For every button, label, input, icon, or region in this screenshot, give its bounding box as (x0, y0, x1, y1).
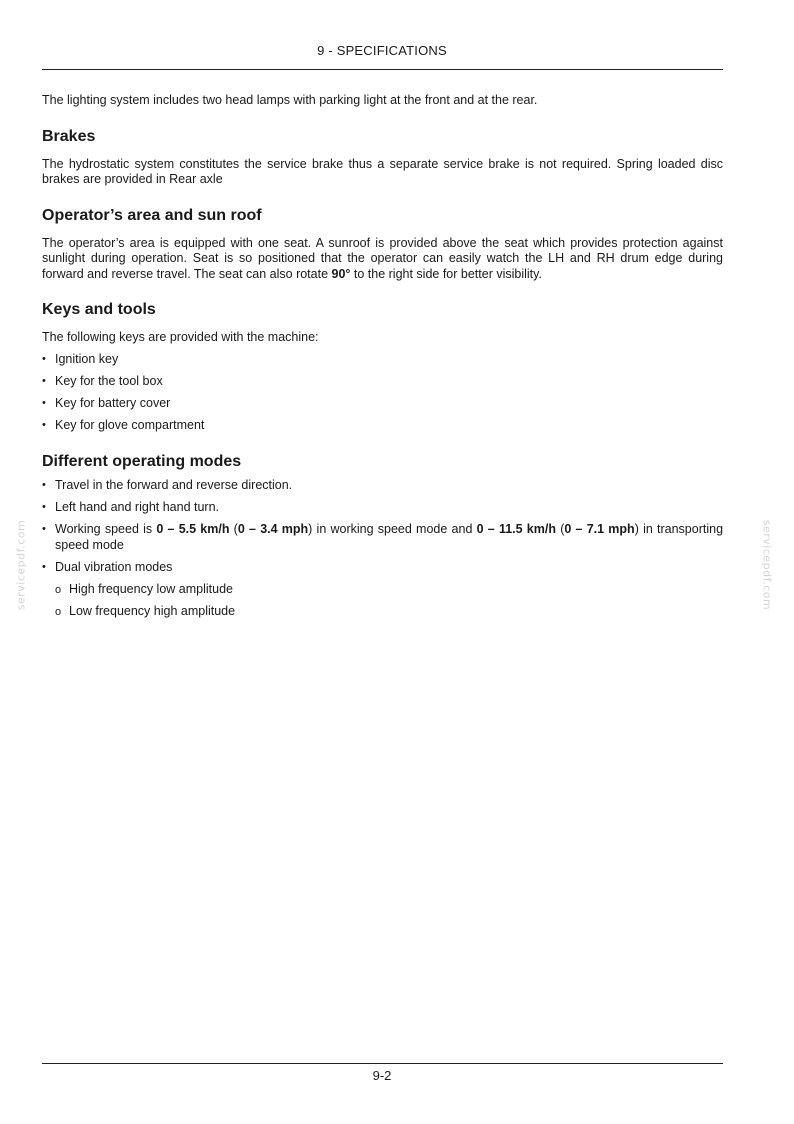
operators-area-paragraph (42, 236, 723, 283)
watermark-left: servicepdf.com (14, 519, 28, 611)
watermark-right: servicepdf.com (760, 519, 774, 611)
list-item (42, 352, 723, 368)
page-number: 9-2 (372, 1068, 392, 1083)
key-item-text: Key for the tool box (55, 374, 163, 388)
key-item-text: Key for glove compartment (55, 418, 205, 432)
mode-item-text: Left hand and right hand turn. (55, 500, 220, 514)
bullet-icon: • (42, 523, 46, 535)
operators-area-heading: Operator’s area and sun roof (42, 206, 262, 224)
operating-modes-list (42, 478, 723, 619)
circle-bullet-icon: o (55, 583, 62, 596)
lighting-paragraph: The lighting system includes two head lamps with parking light at the front and at the rear. (42, 93, 538, 107)
bullet-icon: • (42, 375, 46, 387)
brakes-paragraph: The hydrostatic system constitutes the service brake thus a separate service brake is not required. Spring loaded disc brakes are provided in Rear axle (42, 156, 723, 186)
speed-text: ( (555, 522, 565, 536)
operators-area-text-1: The operator’s area is equipped with one seat. A sunroof is provided above the seat which provides protection against sunlight during operation. Seat is so positioned that the operator can easily watch the LH and RH drum edge during forward and reverse travel. The seat can also rotate (42, 235, 723, 281)
vibration-mode-text: High frequency low amplitude (69, 581, 233, 596)
sub-list-item (55, 582, 723, 598)
list-item (42, 500, 723, 516)
bullet-icon: • (42, 560, 46, 573)
key-item-text: Key for battery cover (55, 396, 171, 410)
bullet-icon: • (42, 353, 46, 365)
sub-list-item (55, 604, 723, 620)
mode-item-text: Dual vibration modes (55, 559, 173, 574)
mode-item-text: Travel in the forward and reverse direction. (55, 478, 293, 492)
list-item (42, 522, 723, 553)
list-item (42, 396, 723, 412)
circle-bullet-icon: o (55, 605, 62, 618)
keys-and-tools-heading: Keys and tools (42, 301, 156, 318)
working-speed-mph: 0 – 3.4 mph (237, 522, 309, 536)
speed-text: ( (229, 522, 238, 536)
transport-speed-mph: 0 – 7.1 mph (564, 522, 635, 536)
vibration-mode-text: Low frequency high amplitude (69, 603, 236, 618)
header-rule (42, 69, 723, 70)
brakes-heading: Brakes (42, 127, 96, 145)
vibration-modes-list (55, 582, 723, 620)
seat-rotation-angle: 90° (331, 266, 351, 281)
bullet-icon: • (42, 501, 46, 513)
key-item-text: Ignition key (55, 352, 119, 366)
list-item (42, 418, 723, 434)
speed-text: ) in transporting speed mode (55, 522, 724, 552)
list-item (42, 560, 723, 620)
keys-intro-paragraph: The following keys are provided with the machine: (42, 330, 319, 344)
page-header-title: 9 - SPECIFICATIONS (317, 43, 447, 58)
bullet-icon: • (42, 397, 46, 409)
transport-speed-kmh: 0 – 11.5 km/h (476, 522, 556, 536)
bullet-icon: • (42, 479, 46, 491)
speed-text: ) in working speed mode and (308, 522, 477, 536)
page-content (42, 93, 723, 619)
list-item (42, 374, 723, 390)
bullet-icon: • (42, 419, 46, 431)
keys-list (42, 352, 723, 434)
list-item (42, 478, 723, 494)
operators-area-text-2: to the right side for better visibility. (350, 266, 542, 281)
operating-modes-heading: Different operating modes (42, 452, 242, 470)
working-speed-kmh: 0 – 5.5 km/h (156, 522, 230, 536)
speed-text: Working speed is (55, 522, 157, 536)
footer-rule (42, 1063, 723, 1064)
